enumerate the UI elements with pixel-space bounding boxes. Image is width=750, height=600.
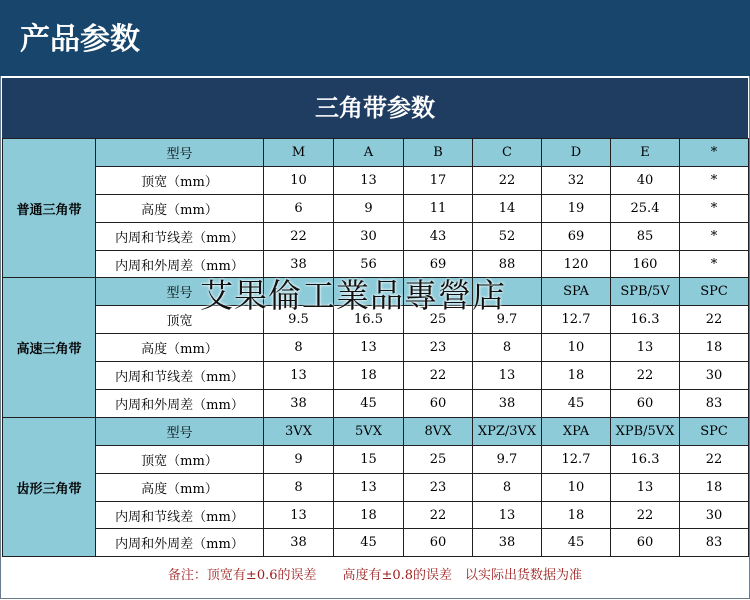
row-label: 内周和外周差（mm） — [96, 390, 264, 418]
table-cell: 18 — [680, 473, 749, 501]
table-cell: 22 — [473, 166, 542, 194]
table-cell: 69 — [542, 222, 611, 250]
row-label: 顶宽（mm） — [96, 445, 264, 473]
table-cell: 9.5 — [264, 306, 334, 334]
table-cell: 56 — [334, 250, 404, 278]
table-cell: 45 — [542, 390, 611, 418]
table-cell: 23 — [404, 473, 473, 501]
row-label: 顶宽（mm） — [96, 166, 264, 194]
row-label: 高度（mm） — [96, 473, 264, 501]
table-cell: 30 — [680, 501, 749, 529]
group-label: 普通三角带 — [3, 139, 96, 278]
table-cell: 69 — [404, 250, 473, 278]
table-row — [3, 445, 749, 473]
table-cell: 9.7 — [473, 445, 542, 473]
page-title: 产品参数 — [20, 22, 140, 57]
table-cell: 9 — [334, 194, 404, 222]
table-cell: 3VX — [264, 417, 334, 445]
table-caption — [2, 78, 748, 138]
table-cell: 22 — [264, 222, 334, 250]
table-cell: 43 — [404, 222, 473, 250]
table-cell: 83 — [680, 390, 749, 418]
table-cell: 60 — [611, 390, 680, 418]
table-cell: A — [334, 139, 404, 167]
table-cell: 12.7 — [542, 306, 611, 334]
table-cell: C — [473, 139, 542, 167]
table-cell: 17 — [404, 166, 473, 194]
table-cell: 32 — [542, 166, 611, 194]
table-row — [3, 194, 749, 222]
table-cell: 5VX — [334, 417, 404, 445]
table-cell: 8 — [264, 334, 334, 362]
table-cell: 8 — [264, 473, 334, 501]
table-cell: 160 — [611, 250, 680, 278]
table-cell: SPC — [680, 278, 749, 306]
table-row — [3, 334, 749, 362]
table-cell: 13 — [473, 362, 542, 390]
table-cell: SPC — [680, 417, 749, 445]
table-caption-text: 三角带参数 — [315, 94, 435, 122]
table-cell: D — [542, 139, 611, 167]
table-row — [3, 501, 749, 529]
table-cell: 25 — [404, 306, 473, 334]
table-cell: 52 — [473, 222, 542, 250]
table-cell: 23 — [404, 334, 473, 362]
table-header-row — [3, 417, 749, 445]
table-cell: 88 — [473, 250, 542, 278]
table-cell: 10 — [542, 334, 611, 362]
table-cell: 22 — [680, 306, 749, 334]
table-cell: 8 — [473, 334, 542, 362]
table-cell: 11 — [404, 194, 473, 222]
page-header — [0, 0, 750, 76]
table-row — [3, 166, 749, 194]
table-cell: 45 — [542, 529, 611, 557]
table-cell: B — [404, 139, 473, 167]
table-cell: 60 — [404, 390, 473, 418]
table-cell: 9.7 — [473, 306, 542, 334]
table-cell: 8 — [473, 473, 542, 501]
table-cell: SPA — [542, 278, 611, 306]
table-cell: 38 — [264, 529, 334, 557]
table-header-row — [3, 139, 749, 167]
table-cell: 18 — [334, 362, 404, 390]
table-cell: 15 — [334, 445, 404, 473]
row-label: 型号 — [96, 278, 264, 306]
table-cell: 16.5 — [334, 306, 404, 334]
row-label: 内周和外周差（mm） — [96, 529, 264, 557]
row-label: 高度（mm） — [96, 194, 264, 222]
table-cell: 13 — [334, 166, 404, 194]
table-cell: 6 — [264, 194, 334, 222]
table-cell: 8VX — [404, 417, 473, 445]
table-cell: 13 — [611, 473, 680, 501]
table-cell: 45 — [334, 390, 404, 418]
table-row — [3, 390, 749, 418]
table-row — [3, 473, 749, 501]
table-cell: 60 — [404, 529, 473, 557]
parameter-table — [2, 138, 749, 557]
table-cell: 13 — [264, 501, 334, 529]
store-watermark: 艾果倫工業品專營店 — [200, 276, 506, 315]
table-cell: 38 — [264, 250, 334, 278]
table-cell: 12.7 — [542, 445, 611, 473]
table-cell: 120 — [542, 250, 611, 278]
table-cell: 10 — [542, 473, 611, 501]
table-cell: 13 — [611, 334, 680, 362]
table-cell: 38 — [473, 390, 542, 418]
table-cell: 22 — [611, 501, 680, 529]
table-cell: 30 — [334, 222, 404, 250]
table-cell: 60 — [611, 529, 680, 557]
table-cell: 13 — [334, 473, 404, 501]
table-cell: 19 — [542, 194, 611, 222]
table-cell: 30 — [680, 362, 749, 390]
group-label: 高速三角带 — [3, 278, 96, 417]
table-cell: XPA — [542, 417, 611, 445]
table-cell: 45 — [334, 529, 404, 557]
table-cell: 18 — [334, 501, 404, 529]
row-label: 内周和节线差（mm） — [96, 222, 264, 250]
table-cell: 13 — [473, 501, 542, 529]
table-cell: 22 — [680, 445, 749, 473]
table-cell: 83 — [680, 529, 749, 557]
table-cell: * — [680, 250, 749, 278]
table-row — [3, 222, 749, 250]
row-label: 顶宽 — [96, 306, 264, 334]
table-cell: M — [264, 139, 334, 167]
table-cell: 85 — [611, 222, 680, 250]
table-row — [3, 362, 749, 390]
table-cell: 18 — [542, 362, 611, 390]
group-label: 齿形三角带 — [3, 417, 96, 556]
row-label: 高度（mm） — [96, 334, 264, 362]
table-cell: 38 — [473, 529, 542, 557]
table-cell: E — [611, 139, 680, 167]
footnote: 备注：顶宽有±0.6的误差 高度有±0.8的误差 以实际出货数据为准 — [167, 568, 583, 583]
table-cell: 25 — [404, 445, 473, 473]
row-label: 型号 — [96, 417, 264, 445]
table-cell: 40 — [611, 166, 680, 194]
row-label: 内周和节线差（mm） — [96, 501, 264, 529]
table-cell: 18 — [680, 334, 749, 362]
table-cell: 25.4 — [611, 194, 680, 222]
table-cell: * — [680, 194, 749, 222]
table-cell: 18 — [542, 501, 611, 529]
table-cell: 9 — [264, 445, 334, 473]
table-cell: XPB/5VX — [611, 417, 680, 445]
table-cell: * — [680, 139, 749, 167]
table-cell: 16.3 — [611, 306, 680, 334]
table-cell: 22 — [611, 362, 680, 390]
row-label: 内周和节线差（mm） — [96, 362, 264, 390]
table-cell: 13 — [334, 334, 404, 362]
table-cell: XPZ/3VX — [473, 417, 542, 445]
table-cell: * — [680, 166, 749, 194]
table-cell: 22 — [404, 501, 473, 529]
row-label: 内周和外周差（mm） — [96, 250, 264, 278]
table-cell: 16.3 — [611, 445, 680, 473]
table-cell: * — [680, 222, 749, 250]
table-cell: SPB/5V — [611, 278, 680, 306]
table-row — [3, 529, 749, 557]
table-cell: 38 — [264, 390, 334, 418]
table-cell: 10 — [264, 166, 334, 194]
table-cell: 13 — [264, 362, 334, 390]
table-cell: 14 — [473, 194, 542, 222]
row-label: 型号 — [96, 139, 264, 167]
table-cell: 22 — [404, 362, 473, 390]
